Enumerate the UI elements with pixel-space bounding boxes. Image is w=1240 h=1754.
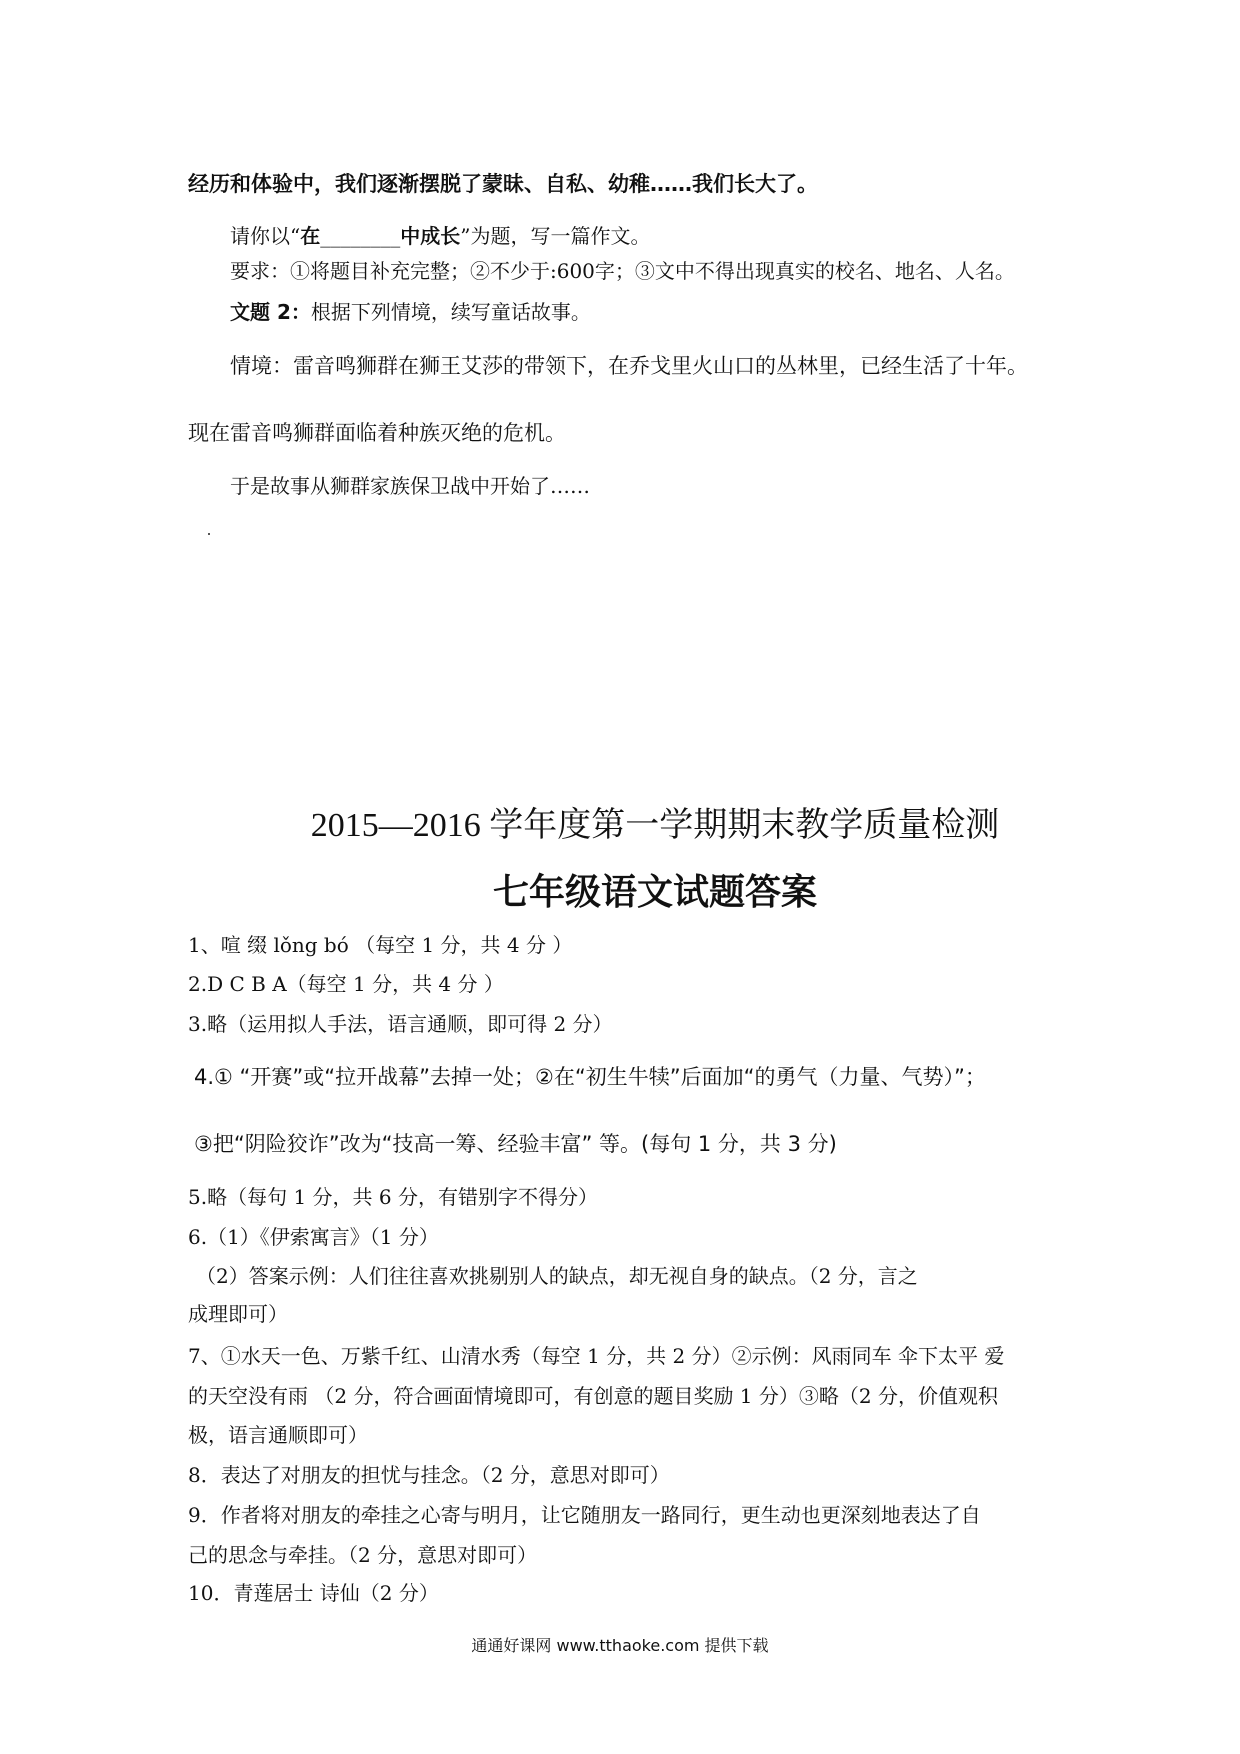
prompt-title-instruction: [230, 224, 650, 248]
answer-line-1: 1、喧 缀 lǒng bó （每空 1 分，共 4 分 ）: [188, 933, 573, 957]
topic2-label: 文题 2：: [230, 300, 311, 324]
scan-speck: [208, 533, 210, 535]
answer-line-4b: ③把“阴险狡诈”改为“技高一筹、经验丰富” 等。(每句 1 分，共 3 分): [194, 1132, 837, 1156]
situation-line-1: 情境：雷音鸣狮群在狮王艾莎的带领下，在乔戈里火山口的丛林里，已经生活了十年。: [230, 354, 1028, 378]
answer-line-9b: 己的思念与牵挂。（2 分，意思对即可）: [188, 1543, 538, 1567]
title-bold-end: 中成长: [400, 224, 461, 248]
answer-line-5: 5.略（每句 1 分，共 6 分，有错别字不得分）: [188, 1185, 598, 1209]
answer-line-4a: 4.① “开赛”或“拉开战幕”去掉一处；②在“初生牛犊”后面加“的勇气（力量、气势）”；: [194, 1065, 986, 1089]
title-suffix: ”为题，写一篇作文。: [460, 224, 651, 248]
answer-line-7c: 极，语言通顺即可）: [188, 1423, 368, 1447]
answer-line-2: 2.D C B A（每空 1 分，共 4 分 ）: [188, 972, 504, 996]
answer-line-10: 10．青莲居士 诗仙（2 分）: [188, 1581, 439, 1605]
answer-year-title: 2015—2016 学年度第一学期期末教学质量检测: [310, 807, 1000, 844]
prompt-intro-tail: 经历和体验中，我们逐渐摆脱了蒙昧、自私、幼稚……我们长大了。: [188, 172, 818, 196]
title-bold-start: 在: [300, 224, 321, 248]
title-prefix: 请你以“: [230, 224, 301, 248]
answer-line-7a: 7、①水天一色、万紫千红、山清水秀（每空 1 分，共 2 分）②示例：风雨同车 伞下太平 爱: [188, 1344, 1005, 1368]
answer-line-3: 3.略（运用拟人手法，语言通顺，即可得 2 分）: [188, 1012, 613, 1036]
page-footer: 通通好课网 www.tthaoke.com 提供下载: [471, 1636, 769, 1655]
topic2-line: [230, 300, 591, 324]
answer-main-title: 七年级语文试题答案: [492, 872, 817, 913]
title-blank: ________: [320, 224, 401, 248]
situation-line-2: 现在雷音鸣狮群面临着种族灭绝的危机。: [188, 421, 566, 445]
answer-line-9a: 9．作者将对朋友的牵挂之心寄与明月，让它随朋友一路同行，更生动也更深刻地表达了自: [188, 1503, 981, 1527]
answer-line-8: 8．表达了对朋友的担忧与挂念。（2 分，意思对即可）: [188, 1463, 670, 1487]
answer-line-6c: 成理即可）: [188, 1302, 288, 1326]
answer-line-6a: 6.（1）《伊索寓言》（1 分）: [188, 1225, 439, 1249]
topic2-text: 根据下列情境，续写童话故事。: [310, 300, 591, 324]
story-start: 于是故事从狮群家族保卫战中开始了……: [230, 474, 590, 498]
answer-line-6b: （2）答案示例：人们往往喜欢挑剔别人的缺点，却无视自身的缺点。（2 分，言之: [196, 1264, 918, 1288]
answer-line-7b: 的天空没有雨 （2 分，符合画面情境即可，有创意的题目奖励 1 分）③略（2 分，价值观积: [188, 1384, 998, 1408]
prompt-requirements: 要求：①将题目补充完整；②不少于:600字；③文中不得出现真实的校名、地名、人名。: [230, 259, 1015, 283]
